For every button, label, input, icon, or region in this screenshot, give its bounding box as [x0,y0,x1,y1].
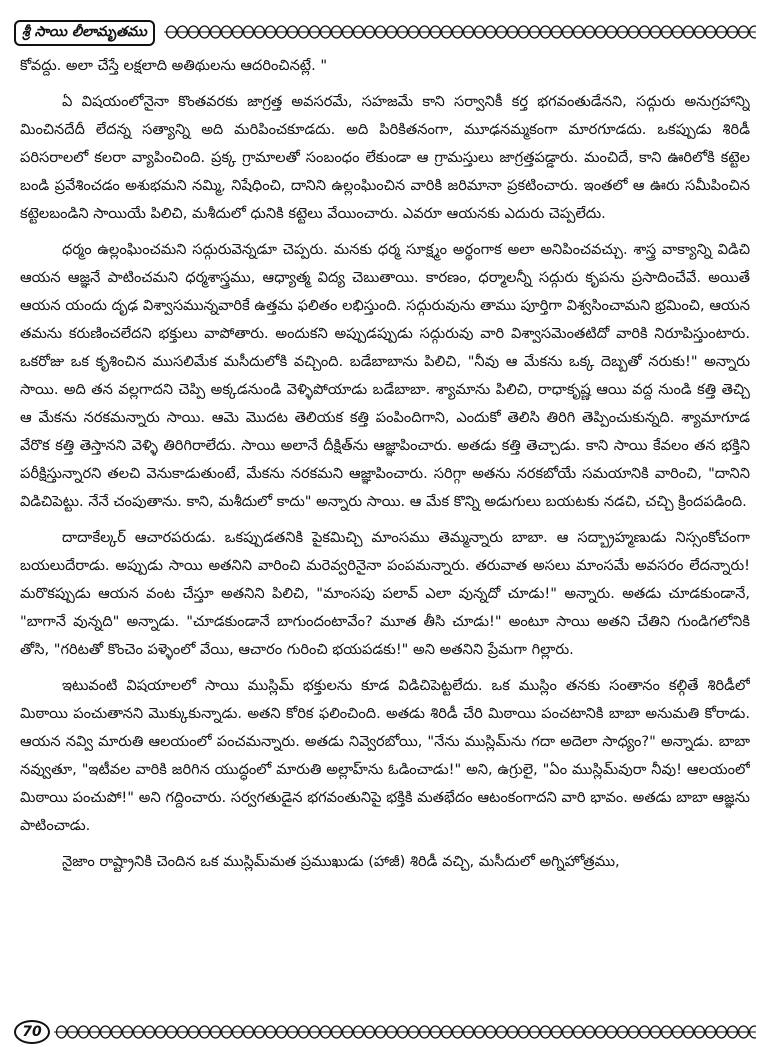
paragraph: ఏ విషయంలోనైనా కొంతవరకు జాగ్రత్త అవసరమే, సహజమే కాని సర్వానికీ కర్త భగవంతుడేనని, సద్గురు అనుగ్రహాన్ని మించినదేదీ లేదన్న సత్యాన్ని అది మరిపించకూడదు. అది పిరికితనంగా, మూఢనమ్మకంగా మారగూడదు. ఒకప్పుడు శిరిడీ పరిసరాలలో కలరా వ్యాపించింది. ప్రక్క గ్రామాలతో సంబంధం లేకుండా ఆ గ్రామస్తులు జాగ్రత్తపడ్డారు. మంచిదే, కాని ఊరిలోకి కట్టెల బండి ప్రవేశించడం అశుభమని నమ్మి, నిషేధించి, దానిని ఉల్లంఘించిన వారికి జరిమానా ప్రకటించారు. ఇంతలో ఆ ఊరు సమీపించిన కట్టెలబండిని సాయియే పిలిచి, మశీదులో ధునికి కట్టెలు వేయించారు. ఎవరూ ఆయనకు ఎదురు చెప్పలేదు. [20,93,750,222]
paragraph: కోవద్దు. అలా చేస్తే లక్షలాది అతిథులను ఆదరించినట్లే. " [20,57,328,74]
paragraph: ధర్మం ఉల్లంఘించమని సద్గురువెన్నడూ చెప్పరు. మనకు ధర్మ సూక్ష్మం అర్థంగాక అలా అనిపించవచ్చు. శాస్త్ర వాక్యాన్ని విడిచి ఆయన ఆజ్ఞనే పాటించమని ధర్మశాస్త్రము, ఆధ్యాత్మ విద్య చెబుతాయి. కారణం, ధర్మాలన్నీ సద్గురు కృపను ప్రసాదించేవే. అయితే ఆయన యందు దృఢ విశ్వాసమున్నవారికే ఉత్తమ ఫలితం లభిస్తుంది. సద్గురువును తాము పూర్తిగా విశ్వసించామని భ్రమించి, ఆయన తమను కరుణించలేదని భక్తులు వాపోతారు. అందుకని అప్పుడప్పుడు సద్గురువు వారి విశ్వాసమెంతటిదో వారికి నిరూపిస్తుంటారు. ఒకరోజు ఒక కృశించిన ముసలిమేక మసీదులోకి వచ్చింది. బడేబాబాను పిలిచి, "నీవు ఆ మేకను ఒక్క దెబ్బతో నరుకు!" అన్నారు సాయి. అది తన వల్లగాదని చెప్పి అక్కడనుండి వెళ్ళిపోయాడు బడేబాబా. శ్యామాను పిలిచి, రాధాకృష్ణ ఆయి వద్ద నుండి కత్తి తెచ్చి ఆ మేకను నరకమన్నారు సాయి. ఆమె మొదట తెలియక కత్తి పంపిందిగాని, ఎందుకో తెలిసి తిరిగి తెప్పించుకున్నది. శ్యామాగూడ వేరొక కత్తి తెస్తానని వెళ్ళి తిరిగిరాలేదు. సాయి అలానే దీక్షిత్‌ను ఆజ్ఞాపించారు. అతడు కత్తి తెచ్చాడు. కాని సాయి కేవలం తన భక్తిని పరీక్షిస్తున్నారని తలచి వెనుకాడుతుంటే, మేకను నరకమని ఆజ్ఞాపించారు. సరిగ్గా అతను నరకబోయే సమయానికి వారించి, "దానిని విడిచిపెట్టు. నేనే చంపుతాను. కాని, మశీదులో కాదు" అన్నారు సాయి. ఆ మేక కొన్ని అడుగులు బయటకు నడచి, చచ్చి క్రిందపడింది. [20,241,750,510]
decorative-border-icon [54,1023,756,1041]
page-number: 70 [14,1020,50,1044]
paragraph: నైజాం రాష్ట్రానికి చెందిన ఒక ముస్లిమ్‌మత ప్రముఖుడు (హాజీ) శిరిడీ వచ్చి, మసీదులో అగ్నిహోత్రము, [62,853,620,870]
decorative-border-icon [164,23,756,41]
paragraph: దాదాకేల్కర్ ఆచారపరుడు. ఒకప్పుడతనికి పైకమిచ్చి మాంసము తెమ్మన్నారు బాబా. ఆ సద్బ్రాహ్మణుడు నిస్సంకోచంగా బయలుదేరాడు. అప్పుడు సాయి అతనిని వారించి మరెవ్వరినైనా పంపమన్నారు. తరువాత అసలు మాంసమే అవసరం లేదన్నారు! మరొకప్పుడు ఆయన వంట చేస్తూ అతనిని పిలిచి, "మాంసపు పలావ్ ఎలా వున్నదో చూడు!" అన్నారు. అతడు చూడకుండానే, "బాగానే వున్నది" అన్నాడు. "చూడకుండానే బాగుందంటావేం? మూత తీసి చూడు!" అంటూ సాయి అతని చేతిని గుండిగలోనికి తోసి, "గరిటతో కొంచెం పళ్ళెంలో వేయి, ఆచారం గురించి భయపడకు!" అని అతనిని ప్రేమగా గిల్లారు. [20,529,750,658]
page-footer [14,1020,756,1044]
page-header [14,20,756,44]
running-title: శ్రీ సాయి లీలామృతము [14,20,155,46]
body-text [20,52,750,1014]
paragraph: ఇటువంటి విషయాలలో సాయి ముస్లిమ్ భక్తులను కూడ విడిచిపెట్టలేదు. ఒక ముస్లిం తనకు సంతానం కల్గితే శిరిడీలో మిఠాయి పంచుతానని మొక్కుకున్నాడు. అతని కోరిక ఫలించింది. అతడు శిరిడీ చేరి మిఠాయి పంచటానికి బాబా అనుమతి కోరాడు. ఆయన నవ్వి మారుతి ఆలయంలో పంచమన్నారు. అతడు నివ్వెరబోయి, "నేను ముస్లిమ్‌ను గదా అదెలా సాధ్యం?" అన్నాడు. బాబా నవ్వుతూ, "ఇటీవల వారికి జరిగిన యుద్ధంలో మారుతి అల్లాహ్‌ను ఓడించాడు!" అని, ఉగ్రులై, "ఏం ముస్లిమ్‌వురా నీవు! ఆలయంలో మిఠాయి పంచుపో!" అని గద్దించారు. సర్వగతుడైన భగవంతునిపై భక్తికి మతభేదం ఆటంకంగాదని వారి భావం. అతడు బాబా ఆజ్ఞను పాటించాడు. [20,677,750,834]
